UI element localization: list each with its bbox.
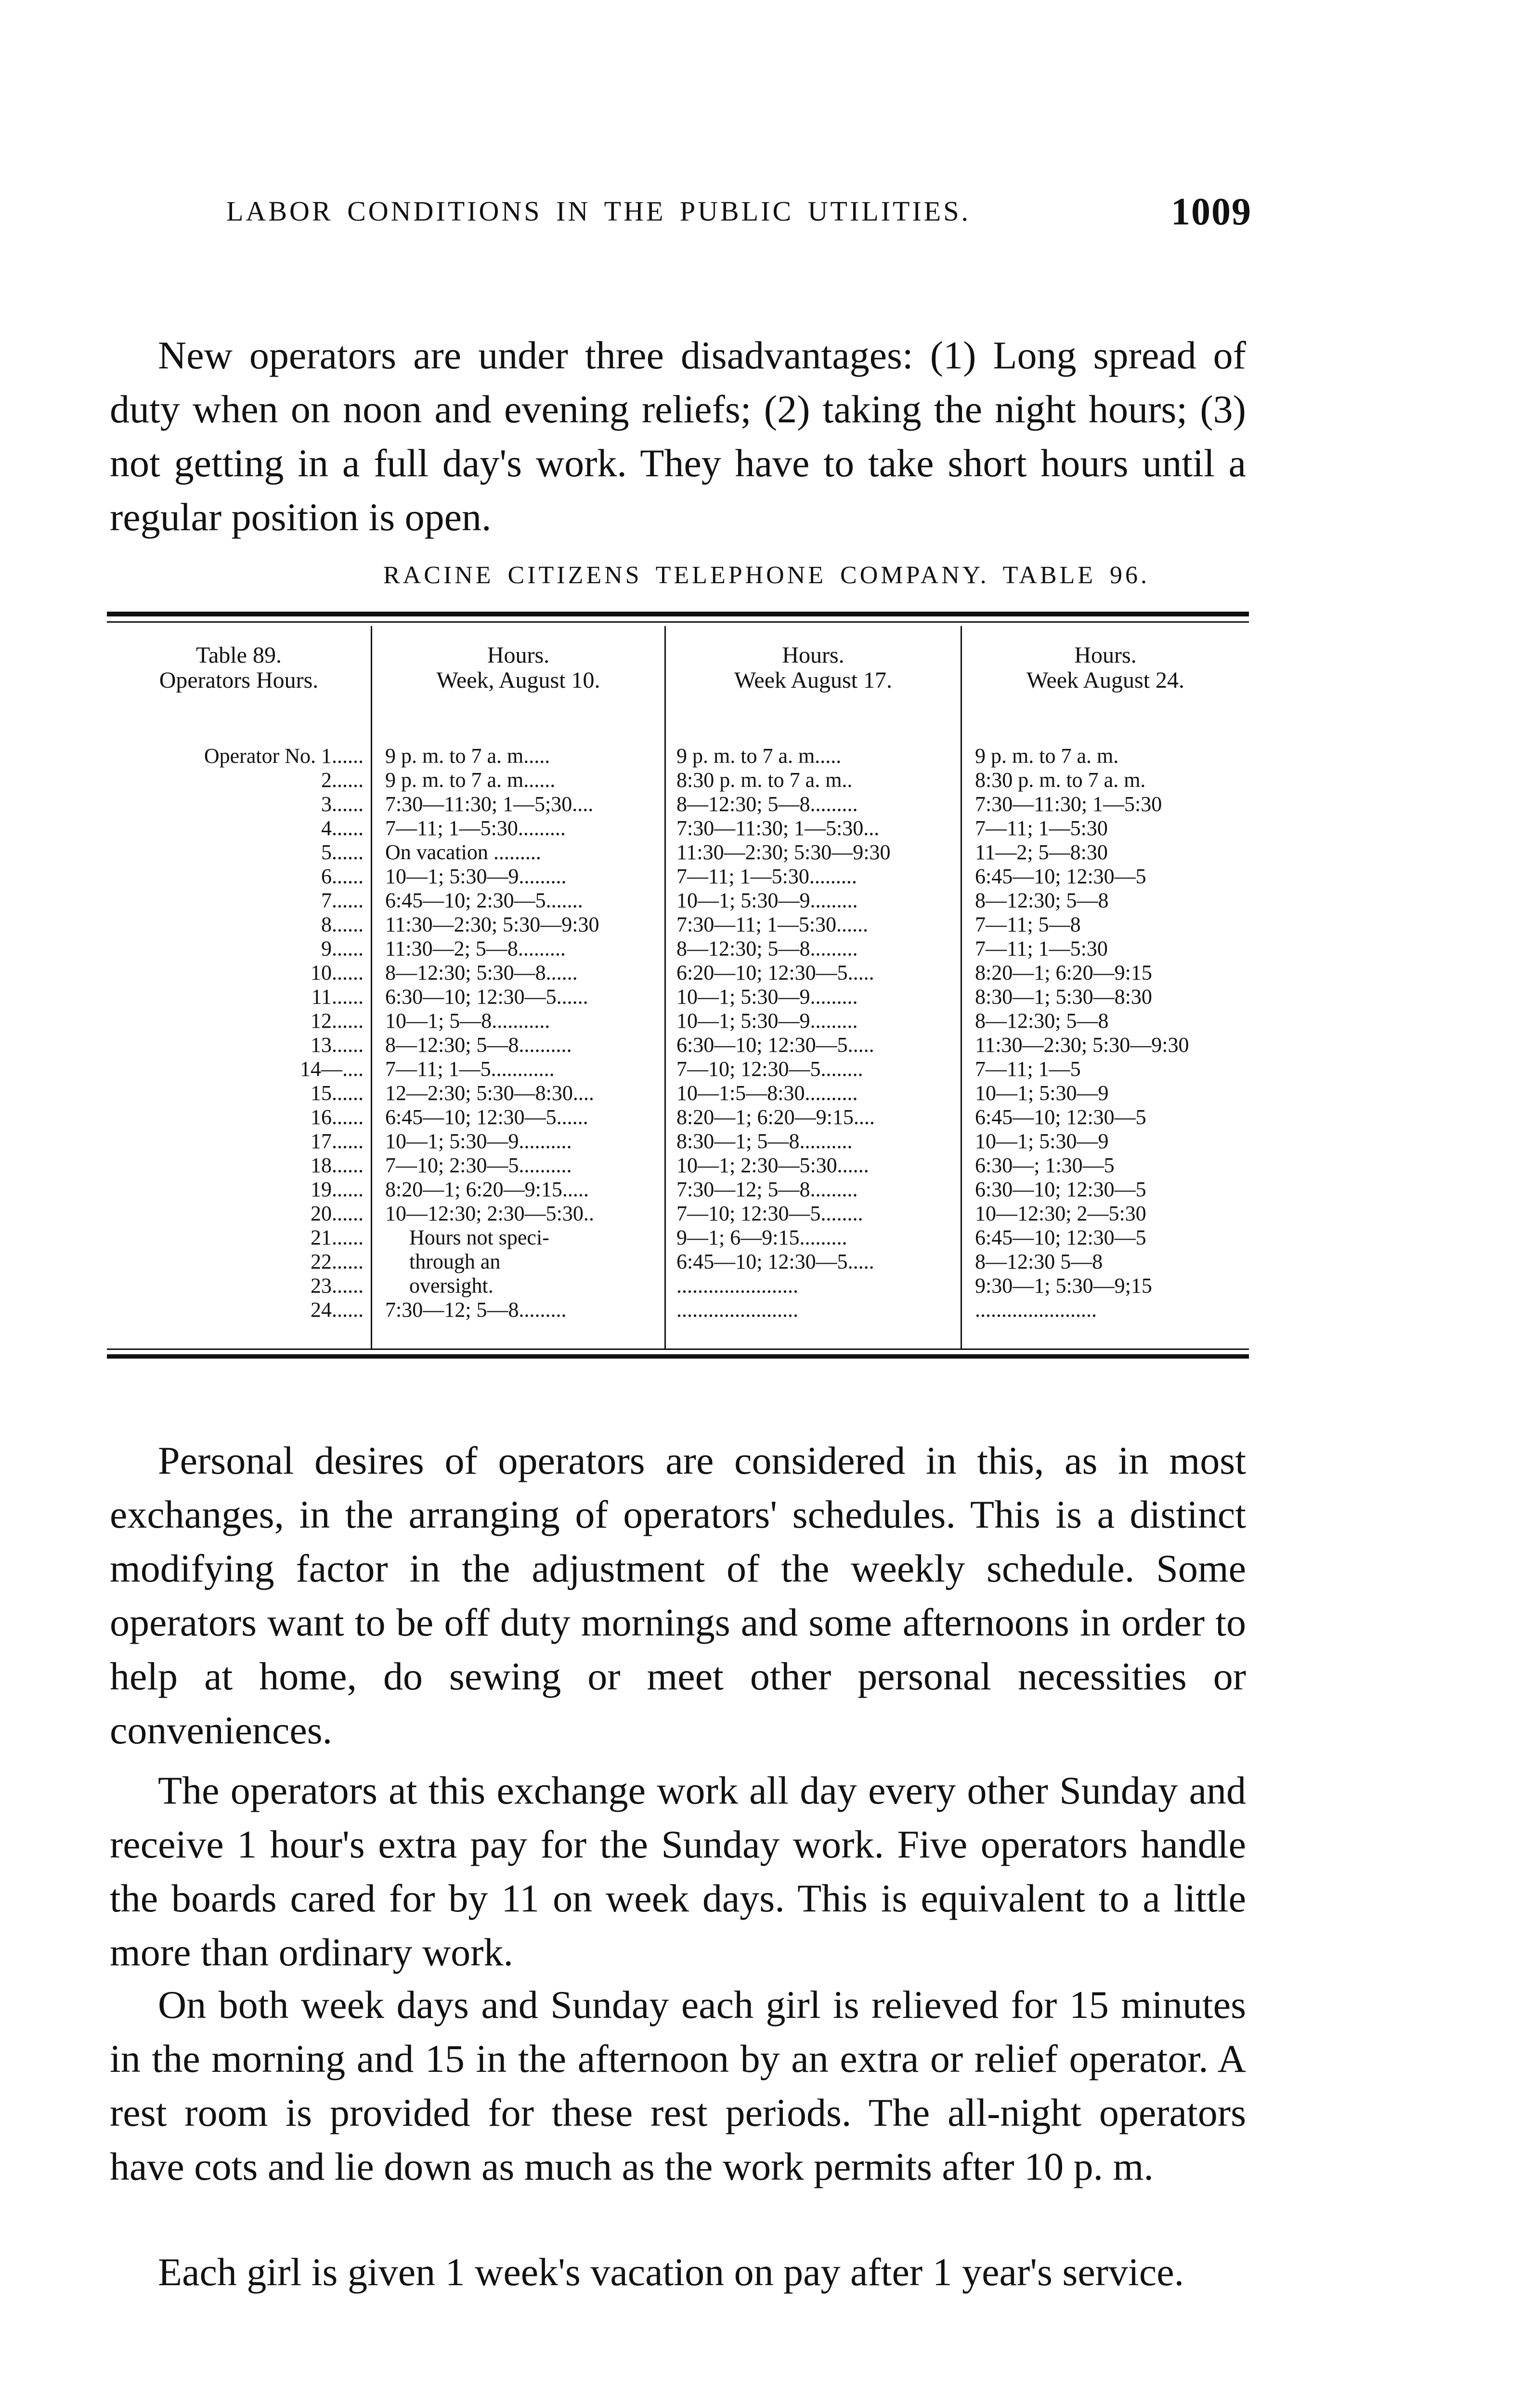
week-aug-17-column <box>676 744 956 1322</box>
schedule-cell: 6:45—10; 2:30—5....... <box>385 889 583 912</box>
operator-label: 19...... <box>311 1178 364 1201</box>
schedule-cell: 6:45—10; 12:30—5 <box>975 864 1146 888</box>
schedule-cell: 9 p. m. to 7 a. m. <box>975 744 1119 768</box>
schedule-cell: 7—11; 1—5:30 <box>975 937 1108 960</box>
schedule-cell: 10—12:30; 2—5:30 <box>975 1202 1146 1225</box>
table-bottom-rule-thin <box>107 1348 1249 1350</box>
operator-label: 4...... <box>321 816 364 840</box>
schedule-cell: 7:30—11:30; 1—5:30... <box>676 816 880 840</box>
running-head <box>226 190 1252 243</box>
schedule-cell: 10—1; 5:30—9......... <box>676 889 858 912</box>
schedule-cell: 10—1; 5:30—9......... <box>676 985 858 1008</box>
operator-label: 10...... <box>311 961 364 984</box>
table-top-rule <box>107 612 1249 616</box>
schedule-cell: 7—11; 1—5 <box>975 1057 1081 1081</box>
operator-label: 5...... <box>321 840 364 864</box>
paragraph-sunday-work: The operators at this exchange work all day every other Sunday and receive 1 hour's extra pay for the Sunday work. Five operators handle the boards cared for by 11 on week days. This is equivalent to a little more than ordinary work. <box>110 1768 1246 1974</box>
schedule-cell: 7—11; 5—8 <box>975 913 1081 936</box>
schedule-cell: 9:30—1; 5:30—9;15 <box>975 1274 1152 1297</box>
schedule-cell: Hours not speci- <box>409 1226 549 1249</box>
paragraph-personal-desires: Personal desires of operators are considered in this, as in most exchanges, in the arranging of operators' schedules. This is a distinct modifying factor in the adjustment of the weekly schedule. Some operators want to be off duty mornings and some afternoons in order to help at home, do sewing or meet other personal necessities or conveniences. <box>110 1439 1246 1752</box>
operator-label: 8...... <box>321 913 364 936</box>
schedule-cell: 11:30—2; 5—8......... <box>385 937 566 960</box>
schedule-cell: 6:45—10; 12:30—5 <box>975 1226 1146 1249</box>
schedule-cell: 7—11; 1—5:30......... <box>385 816 566 840</box>
schedule-cell: 8:20—1; 6:20—9:15.... <box>676 1105 875 1129</box>
table-top-rule-thin <box>107 621 1249 623</box>
schedule-cell: 9 p. m. to 7 a. m..... <box>676 744 842 768</box>
schedule-cell: ....................... <box>676 1274 798 1297</box>
schedule-cell: 11—2; 5—8:30 <box>975 840 1108 864</box>
schedule-cell: 7—10; 2:30—5.......... <box>385 1153 572 1177</box>
schedule-cell: 10—1; 5:30—9......... <box>385 864 567 888</box>
operator-label: 22...... <box>311 1250 364 1273</box>
schedule-cell: 10—1; 5:30—9.......... <box>385 1129 572 1153</box>
schedule-cell: 10—1; 5:30—9 <box>975 1129 1109 1153</box>
schedule-cell: 7:30—12; 5—8......... <box>385 1298 567 1322</box>
schedule-cell: through an <box>409 1250 501 1273</box>
schedule-cell: 7—11; 1—5:30......... <box>676 864 857 888</box>
schedule-cell: 7:30—11:30; 1—5;30.... <box>385 792 594 816</box>
table-bottom-rule <box>107 1354 1249 1359</box>
schedule-cell: 7:30—11:30; 1—5:30 <box>975 792 1162 816</box>
paragraph-relief-periods: On both week days and Sunday each girl is relieved for 15 minutes in the morning and 15 in the afternoon by an extra or relief operator. A rest room is provided for these rest periods. The all-night operators have cots and lie down as much as the work permits after 10 p. m. <box>110 1983 1246 2188</box>
column-header-line: Hours. <box>487 642 550 668</box>
week-aug-24-column <box>975 744 1252 1322</box>
column-header-aug-24 <box>962 643 1249 693</box>
schedule-cell: 7:30—12; 5—8......... <box>676 1178 858 1201</box>
schedule-cell: 10—1; 2:30—5:30...... <box>676 1153 869 1177</box>
paragraph-new-operators: New operators are under three disadvantages: (1) Long spread of duty when on noon and evening reliefs; (2) taking the night hours; (3) not getting in a full day's work. They have to take short hours until a regular position is open. <box>110 333 1246 539</box>
schedule-cell: 8—12:30 5—8 <box>975 1250 1103 1273</box>
schedule-cell: 8—12:30; 5:30—8...... <box>385 961 578 984</box>
operator-label: 23...... <box>311 1274 364 1297</box>
schedule-cell: 10—12:30; 2:30—5:30.. <box>385 1202 594 1225</box>
schedule-cell: 11:30—2:30; 5:30—9:30 <box>385 913 599 936</box>
column-header-line: Table 89. <box>196 642 282 668</box>
schedule-cell: 6:45—10; 12:30—5..... <box>676 1250 874 1273</box>
operator-label: Operator No. 1...... <box>204 744 364 768</box>
operator-label: 6...... <box>321 864 364 888</box>
schedule-cell: 8—12:30; 5—8......... <box>676 937 858 960</box>
schedule-cell: 8—12:30; 5—8.......... <box>385 1033 572 1057</box>
operator-label: 17...... <box>311 1129 364 1153</box>
schedule-cell: 6:30—; 1:30—5 <box>975 1153 1115 1177</box>
schedule-cell: 8:20—1; 6:20—9:15..... <box>385 1178 589 1201</box>
schedule-cell: 7:30—11; 1—5:30...... <box>676 913 869 936</box>
paragraph-vacation: Each girl is given 1 week's vacation on pay after 1 year's service. <box>158 2250 1184 2294</box>
operator-label: 21...... <box>311 1226 364 1249</box>
schedule-cell: 8—12:30; 5—8......... <box>676 792 858 816</box>
column-header-aug-17 <box>666 643 961 693</box>
schedule-cell: 10—1; 5—8........... <box>385 1009 550 1033</box>
operator-label: 24...... <box>311 1298 364 1322</box>
schedule-cell: 8:30—1; 5:30—8:30 <box>975 985 1152 1008</box>
operator-label: 7...... <box>321 889 364 912</box>
schedule-cell: 6:30—10; 12:30—5 <box>975 1178 1146 1201</box>
schedule-cell: 6:20—10; 12:30—5..... <box>676 961 874 984</box>
schedule-cell: 7—10; 12:30—5........ <box>676 1057 863 1081</box>
schedule-cell: 8:30—1; 5—8.......... <box>676 1129 853 1153</box>
schedule-cell: 8—12:30; 5—8 <box>975 889 1109 912</box>
schedule-cell: 7—11; 1—5:30 <box>975 816 1108 840</box>
schedule-cell: 10—1:5—8:30.......... <box>676 1081 858 1105</box>
column-header-aug-10 <box>372 643 664 693</box>
table-caption: RACINE CITIZENS TELEPHONE COMPANY. TABLE 96. <box>383 562 1150 589</box>
column-header-line: Week, August 10. <box>436 667 600 693</box>
column-divider <box>664 626 666 1348</box>
schedule-cell: 10—1; 5:30—9 <box>975 1081 1109 1105</box>
operator-label: 15...... <box>311 1081 364 1105</box>
column-header-line: Hours. <box>1074 642 1137 668</box>
column-divider <box>371 626 372 1348</box>
schedule-cell: 7—11; 1—5............ <box>385 1057 555 1081</box>
operator-label: 9...... <box>321 937 364 960</box>
schedule-cell: 8:30 p. m. to 7 a. m.. <box>676 768 853 792</box>
week-aug-10-column <box>385 744 664 1322</box>
column-header-line: Hours. <box>782 642 844 668</box>
page-number: 1009 <box>1171 191 1252 233</box>
schedule-cell: 6:45—10; 12:30—5 <box>975 1105 1146 1129</box>
schedule-cell: 8:30 p. m. to 7 a. m. <box>975 768 1146 792</box>
column-header-operators <box>107 643 371 693</box>
schedule-cell: 10—1; 5:30—9......... <box>676 1009 858 1033</box>
operator-label: 20...... <box>311 1202 364 1225</box>
column-header-line: Week August 24. <box>1026 667 1185 693</box>
column-divider <box>961 626 962 1348</box>
schedule-cell: 8—12:30; 5—8 <box>975 1009 1109 1033</box>
operator-label: 3...... <box>321 792 364 816</box>
running-title: LABOR CONDITIONS IN THE PUBLIC UTILITIES. <box>226 196 971 227</box>
operator-label: 12...... <box>311 1009 364 1033</box>
schedule-cell: 9 p. m. to 7 a. m...... <box>385 768 556 792</box>
schedule-cell: ....................... <box>975 1298 1097 1322</box>
column-header-line: Week August 17. <box>734 667 893 693</box>
schedule-cell: 6:30—10; 12:30—5...... <box>385 985 588 1008</box>
operator-label: 11...... <box>311 985 364 1008</box>
schedule-cell: 6:30—10; 12:30—5..... <box>676 1033 874 1057</box>
schedule-cell: 11:30—2:30; 5:30—9:30 <box>676 840 891 864</box>
schedule-cell: 11:30—2:30; 5:30—9:30 <box>975 1033 1189 1057</box>
schedule-cell: 6:45—10; 12:30—5...... <box>385 1105 588 1129</box>
schedule-cell: 8:20—1; 6:20—9:15 <box>975 961 1152 984</box>
operator-number-column <box>108 744 364 1322</box>
schedule-cell: 12—2:30; 5:30—8:30.... <box>385 1081 594 1105</box>
operator-label: 13...... <box>311 1033 364 1057</box>
schedule-cell: 9—1; 6—9:15......... <box>676 1226 847 1249</box>
schedule-cell: 9 p. m. to 7 a. m..... <box>385 744 550 768</box>
schedule-cell: ....................... <box>676 1298 798 1322</box>
operator-label: 16...... <box>311 1105 364 1129</box>
operator-label: 18...... <box>311 1153 364 1177</box>
operator-label: 2...... <box>321 768 364 792</box>
schedule-cell: On vacation ......... <box>385 840 541 864</box>
column-header-line: Operators Hours. <box>159 667 319 693</box>
operator-label: 14—.... <box>300 1057 364 1081</box>
schedule-cell: oversight. <box>409 1274 494 1297</box>
schedule-cell: 7—10; 12:30—5........ <box>676 1202 863 1225</box>
